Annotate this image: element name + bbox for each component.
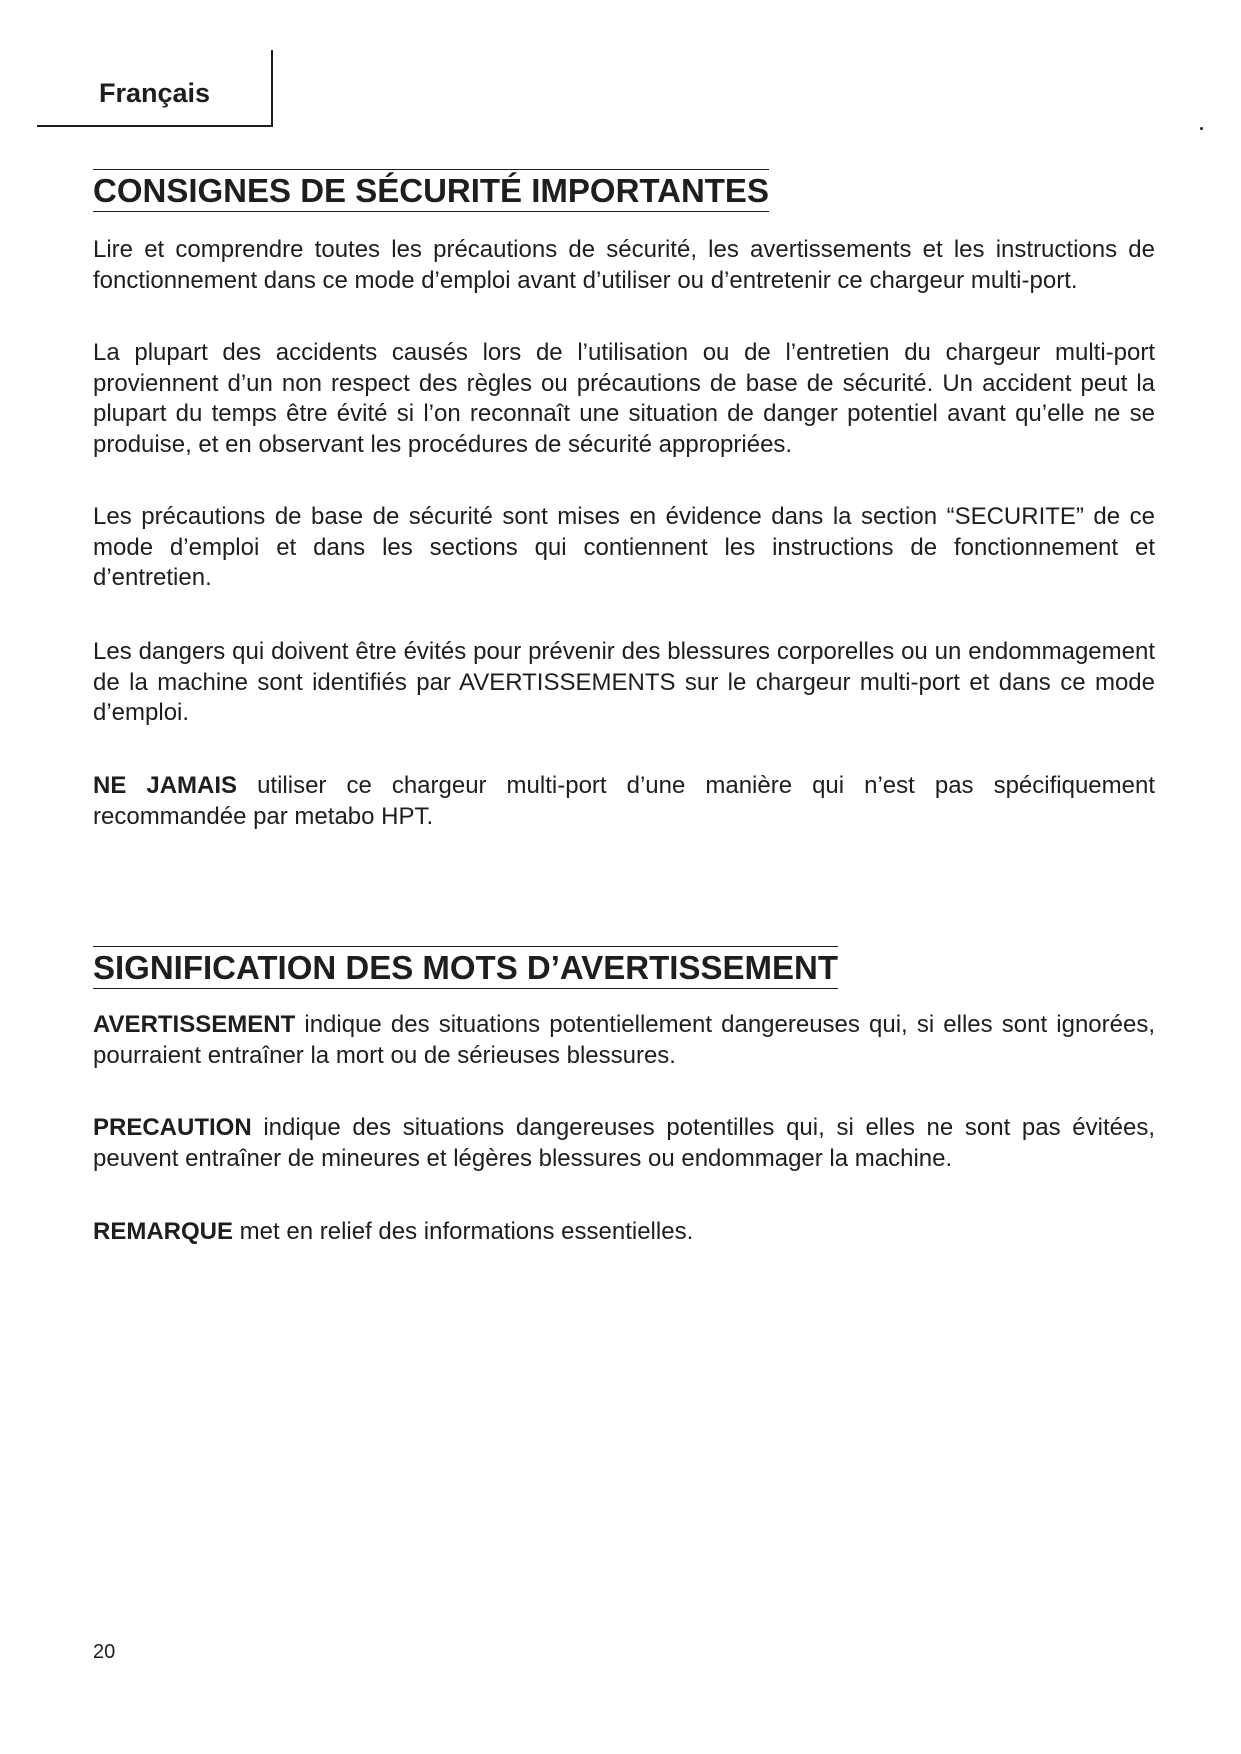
never-text: utiliser ce chargeur multi-port d’une manière qui n’est pas spécifiquement recommandée par metabo HPT. (93, 772, 1155, 830)
section-title-safety: CONSIGNES DE SÉCURITÉ IMPORTANTES (93, 169, 769, 212)
never-term: NE JAMAIS (93, 772, 238, 799)
definition-note (93, 1217, 1155, 1248)
paragraph-never (93, 771, 1155, 832)
section-title-signal-words: SIGNIFICATION DES MOTS D’AVERTISSEMENT (93, 946, 838, 989)
definition-warning (93, 1010, 1155, 1071)
paragraph-dangers: Les dangers qui doivent être évités pour prévenir des blessures corporelles ou un endommagement de la machine sont identifiés par AVERTISSEMENTS sur le chargeur multi-port et dans ce mode d’emploi. (93, 638, 1155, 726)
page-number: 20 (93, 1641, 116, 1663)
definition-term: PRECAUTION (93, 1114, 252, 1141)
definition-text: met en relief des informations essentielles. (233, 1218, 694, 1245)
scan-dot (1200, 127, 1203, 130)
definition-text: indique des situations potentiellement dangereuses qui, si elles sont ignorées, pourraient entraîner la mort ou de sérieuses blessures. (93, 1011, 1155, 1069)
definition-text: indique des situations dangereuses potentilles qui, si elles ne sont pas évitées, peuvent entraîner de mineures et légères blessures ou endommager la machine. (93, 1114, 1155, 1172)
paragraph-read-instructions: Lire et comprendre toutes les précautions de sécurité, les avertissements et les instructions de fonctionnement dans ce mode d’emploi avant d’utiliser ou d’entretenir ce chargeur multi-port. (93, 236, 1155, 294)
paragraph-accidents: La plupart des accidents causés lors de l’utilisation ou de l’entretien du chargeur multi-port proviennent d’un non respect des règles ou précautions de base de sécurité. Un accident peut la plupart du temps être évité si l’on reconnaît une situation de danger potentiel avant qu’elle ne se produise, et en observant les procédures de sécurité appropriées. (93, 339, 1155, 458)
definition-term: REMARQUE (93, 1218, 234, 1245)
language-label: Français (99, 78, 211, 108)
paragraph-basic-precautions: Les précautions de base de sécurité sont mises en évidence dans la section “SECURITE” de ce mode d’emploi et dans les sections qui contiennent les instructions de fonctionnement et d’entretien. (93, 503, 1155, 591)
definition-caution (93, 1113, 1155, 1174)
language-tab (37, 50, 273, 127)
definition-term: AVERTISSEMENT (93, 1011, 296, 1038)
